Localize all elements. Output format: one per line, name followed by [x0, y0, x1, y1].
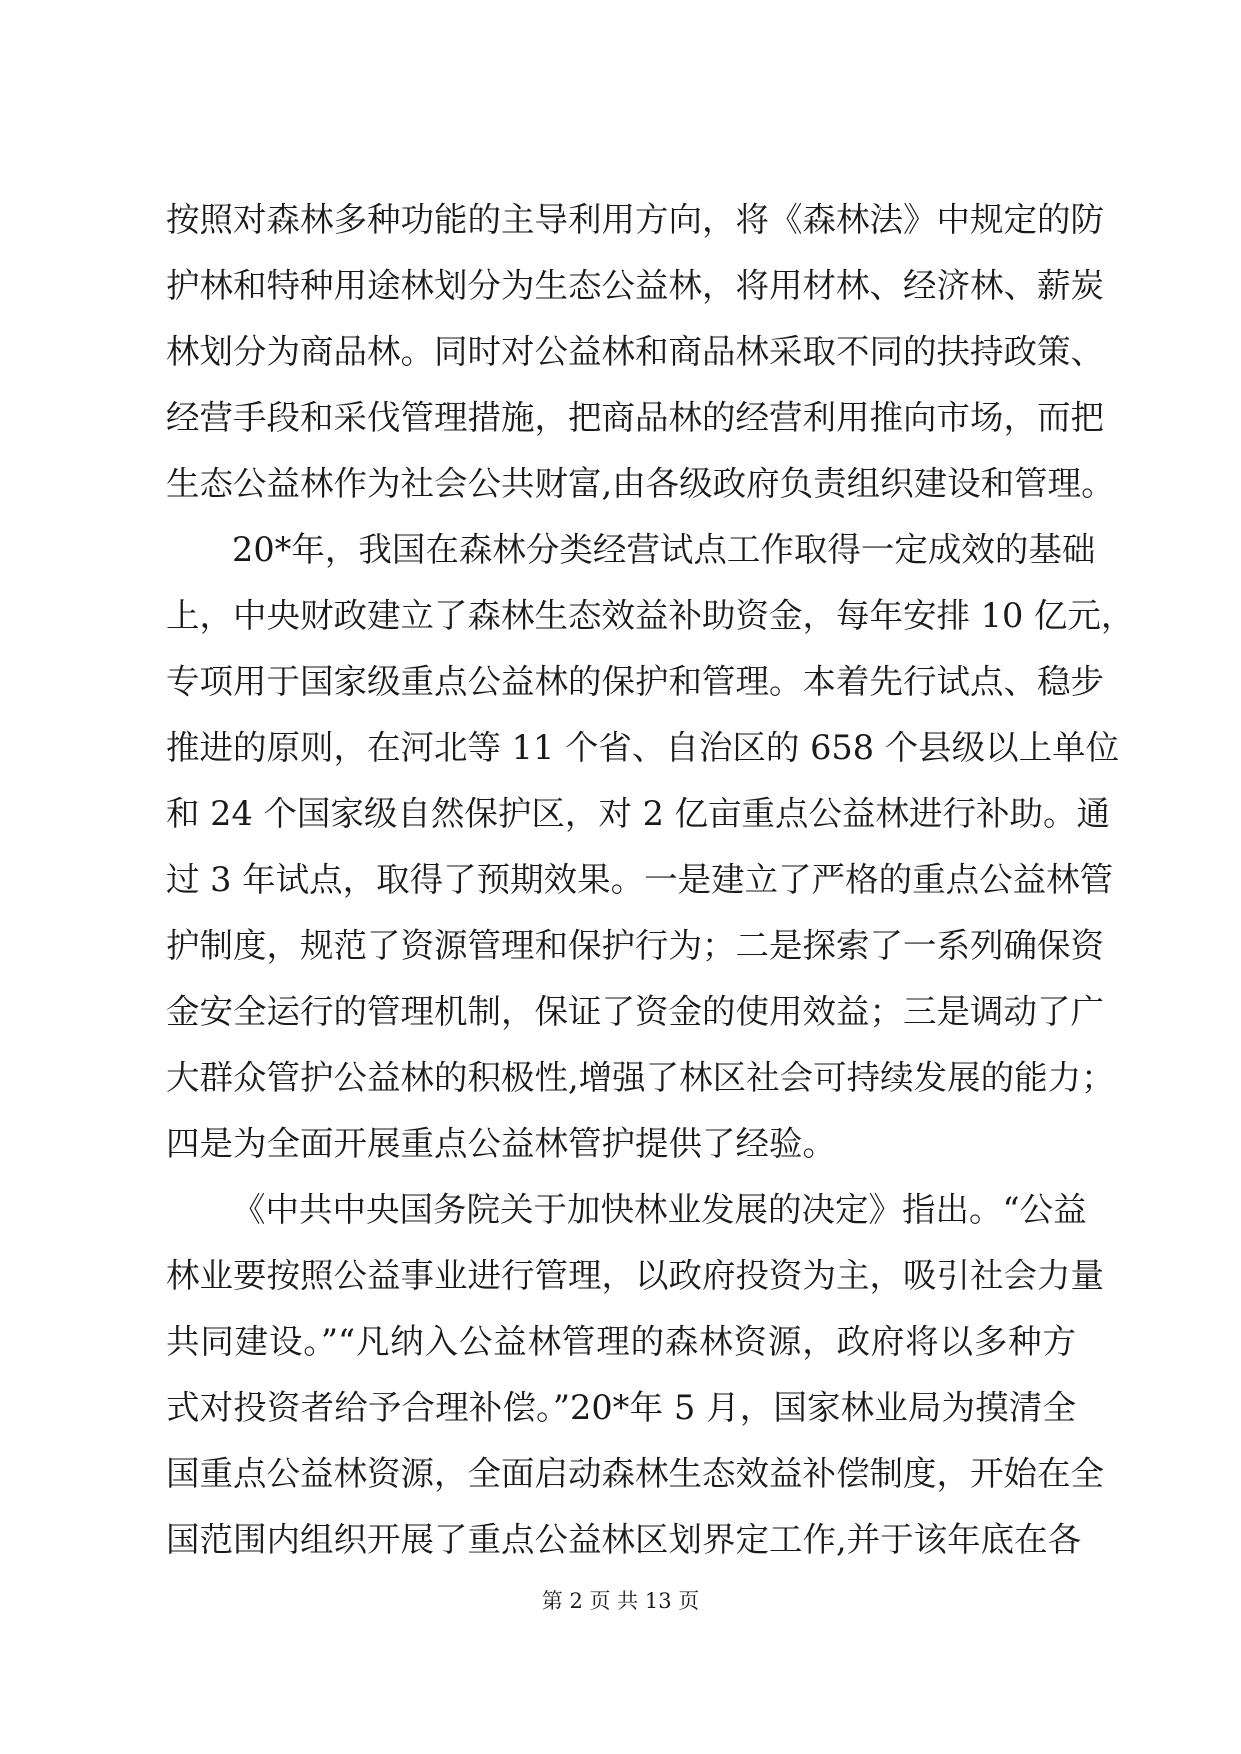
text-line-6: 20*年，我国在森林分类经营试点工作取得一定成效的基础: [232, 530, 1096, 569]
text-line-15: 四是为全面开展重点公益林管护提供了经验。: [166, 1124, 836, 1163]
text-line-16: 《中共中央国务院关于加快林业发展的决定》指出。“公益: [232, 1190, 1087, 1229]
text-line-21: 国范围内组织开展了重点公益林区划界定工作,并于该年底在各: [166, 1520, 1082, 1559]
text-line-18: 共同建设。”“凡纳入公益林管理的森林资源，政府将以多种方: [166, 1322, 1076, 1361]
text-line-4: 经营手段和采伐管理措施，把商品林的经营利用推向市场，而把: [166, 398, 1104, 437]
text-line-10: 和 24 个国家级自然保护区，对 2 亿亩重点公益林进行补助。通: [166, 794, 1111, 833]
text-line-13: 金安全运行的管理机制，保证了资金的使用效益；三是调动了广: [166, 992, 1104, 1031]
text-line-11: 过 3 年试点，取得了预期效果。一是建立了严格的重点公益林管: [166, 860, 1114, 899]
text-line-5: 生态公益林作为社会公共财富,由各级政府负责组织建设和管理。: [166, 464, 1115, 503]
text-line-20: 国重点公益林资源，全面启动森林生态效益补偿制度，开始在全: [166, 1454, 1104, 1493]
text-line-9: 推进的原则，在河北等 11 个省、自治区的 658 个县级以上单位: [166, 728, 1120, 767]
text-line-3: 林划分为商品林。同时对公益林和商品林采取不同的扶持政策、: [166, 332, 1104, 371]
page-number-footer: 第 2 页 共 13 页: [541, 1589, 700, 1613]
text-line-1: 按照对森林多种功能的主导利用方向，将《森林法》中规定的防: [166, 200, 1104, 239]
text-line-2: 护林和特种用途林划分为生态公益林，将用材林、经济林、薪炭: [166, 266, 1104, 305]
text-line-7: 上，中央财政建立了森林生态效益补助资金，每年安排 10 亿元，: [166, 596, 1135, 635]
text-line-14: 大群众管护公益林的积极性,增强了林区社会可持续发展的能力；: [166, 1058, 1115, 1097]
text-line-12: 护制度，规范了资源管理和保护行为；二是探索了一系列确保资: [166, 926, 1104, 965]
text-line-17: 林业要按照公益事业进行管理，以政府投资为主，吸引社会力量: [166, 1256, 1104, 1295]
text-line-19: 式对投资者给予合理补偿。”20*年 5 月，国家林业局为摸清全: [166, 1388, 1076, 1427]
text-line-8: 专项用于国家级重点公益林的保护和管理。本着先行试点、稳步: [166, 662, 1104, 701]
